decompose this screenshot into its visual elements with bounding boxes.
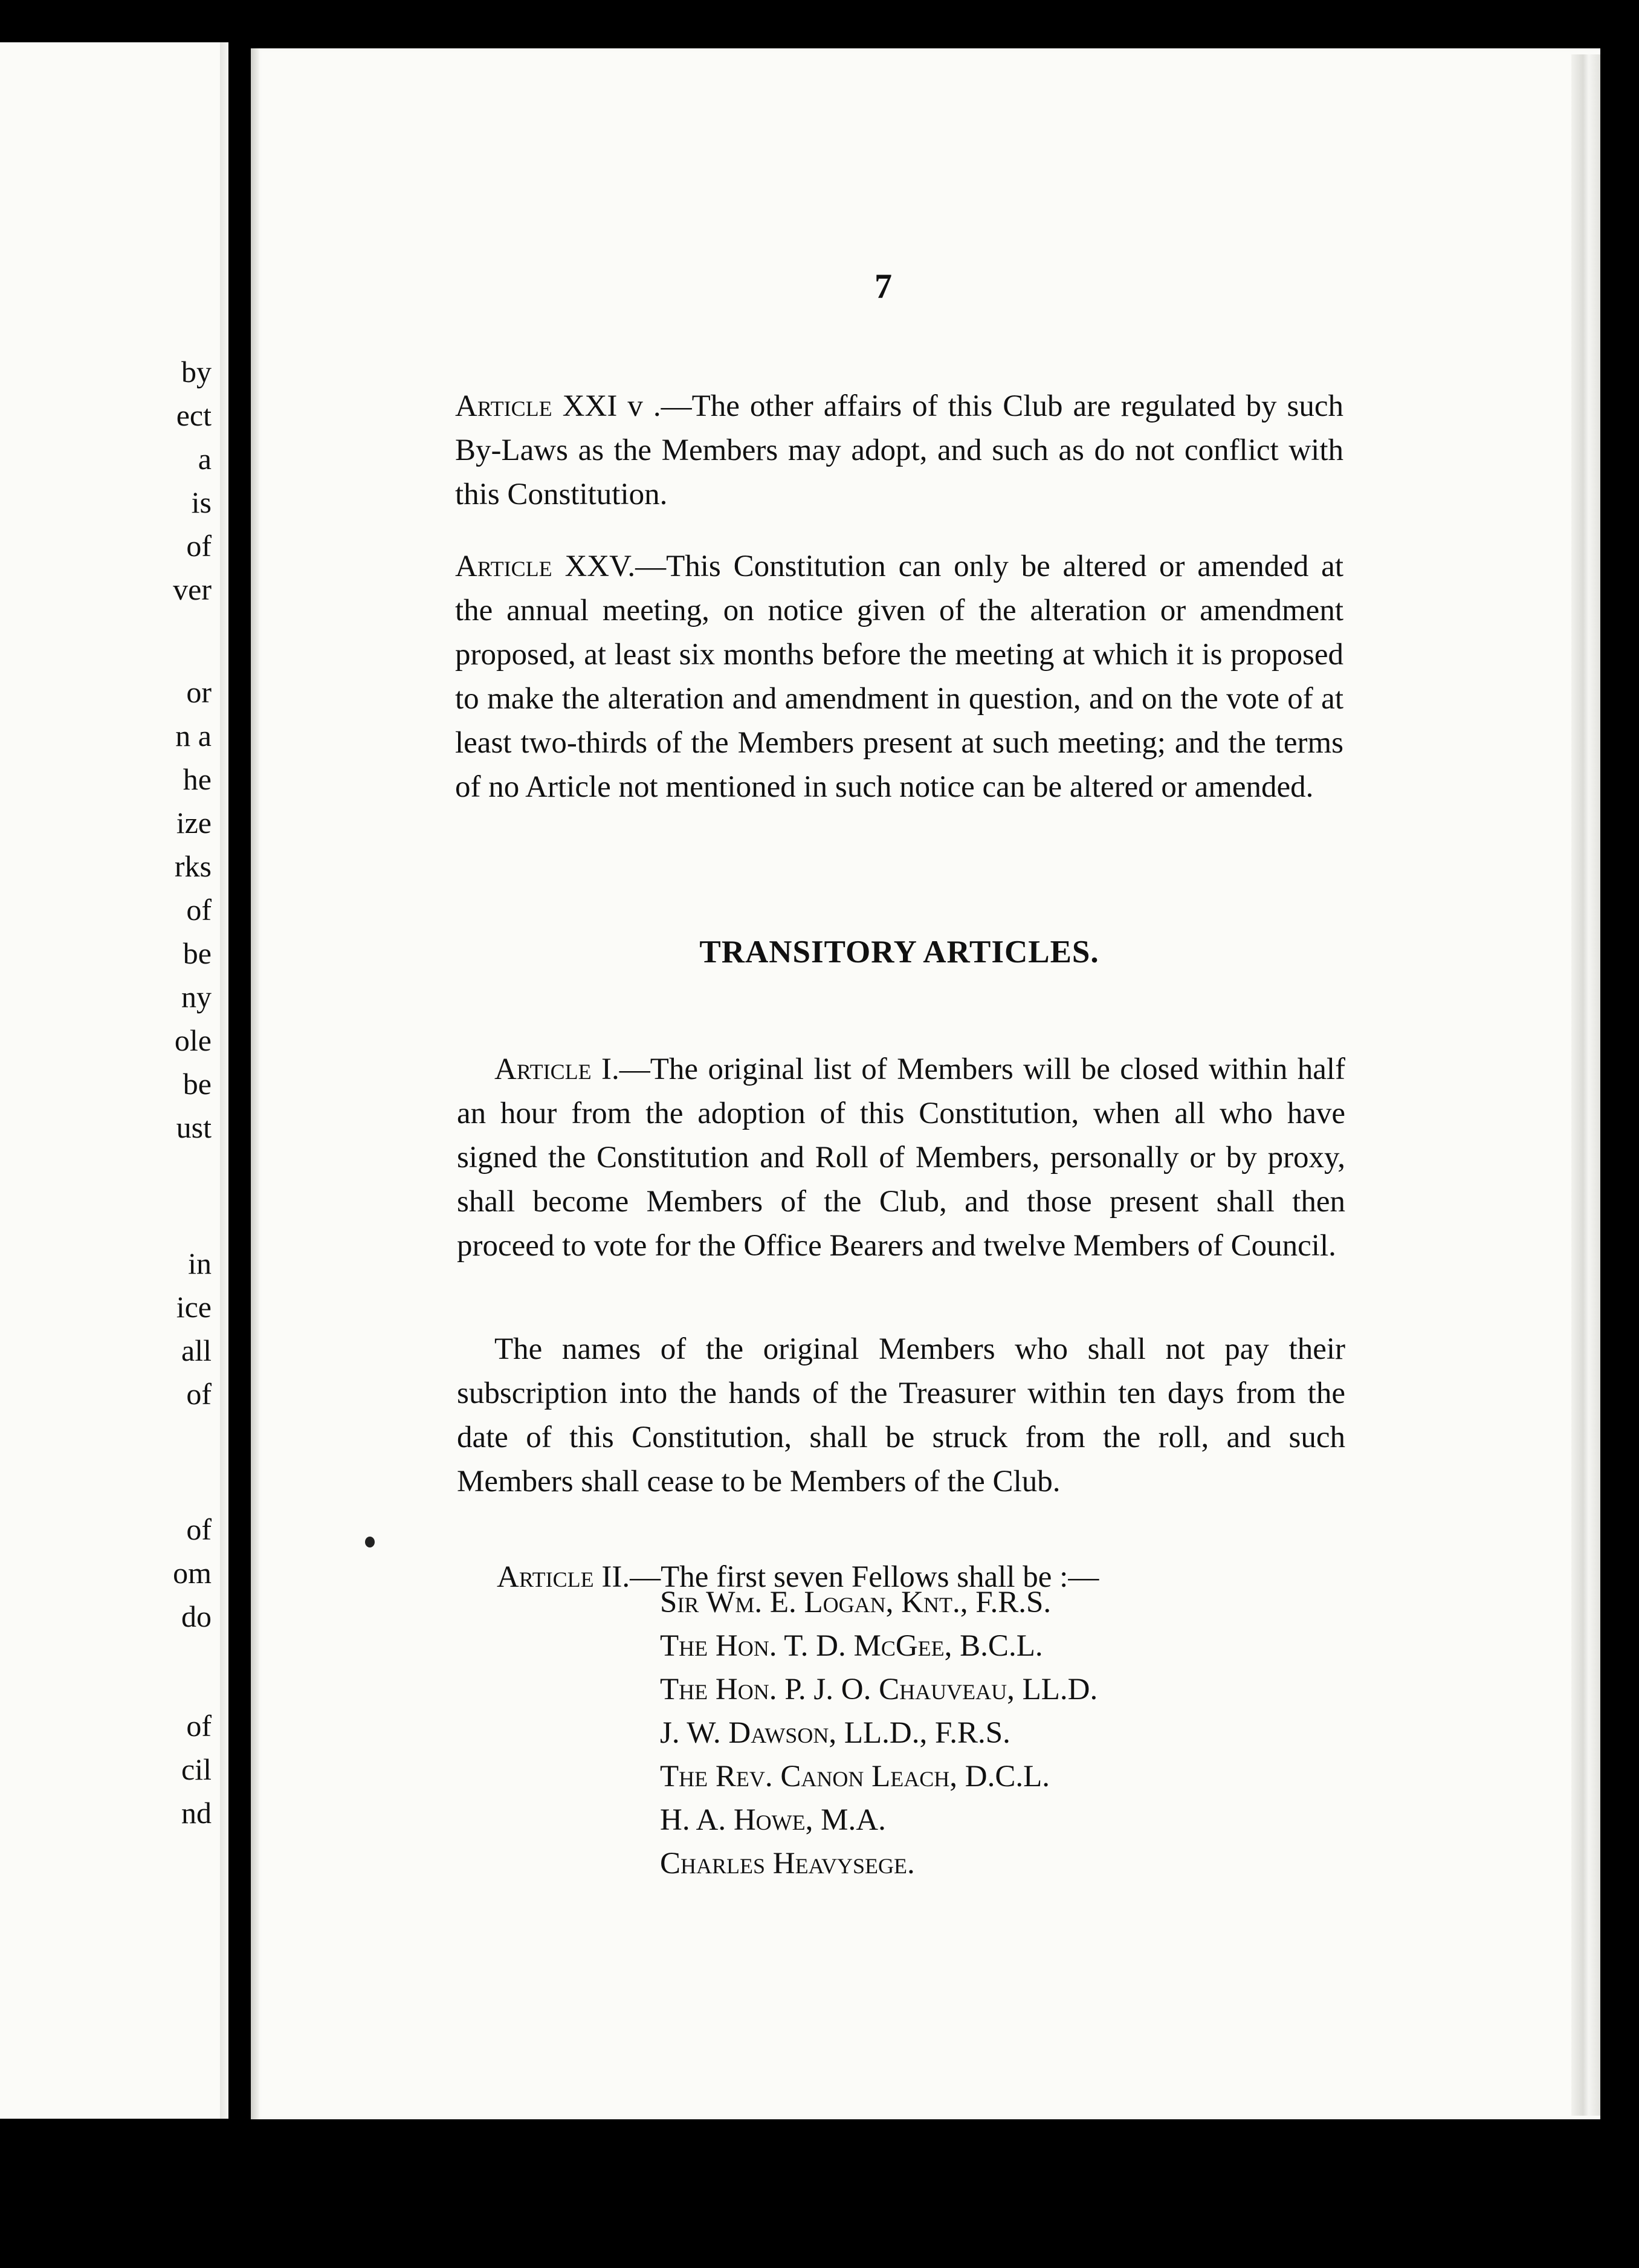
transitory-article-2-label: Article II.	[497, 1560, 630, 1594]
facing-page-fragment: or	[186, 675, 212, 709]
article-24-paragraph	[455, 384, 1343, 517]
facing-page-fragment: of	[186, 893, 212, 927]
facing-page-fragment: ole	[174, 1023, 212, 1057]
facing-page-fragment: ver	[173, 572, 212, 606]
facing-page-fragment: all	[181, 1333, 212, 1367]
fellow-name: J. W. Dawson, LL.D., F.R.S.	[660, 1716, 1010, 1750]
fellow-name: The Hon. T. D. McGee, B.C.L.	[660, 1629, 1043, 1663]
facing-page-fragment: of	[186, 1512, 212, 1546]
article-25-text: —This Constitution can only be altered or amended at the annual meeting, on notice given of the alteration or amendment proposed, at least six months before the meeting at which it is proposed to make the alteration and amendment in question, and on the vote of at least two-thirds of the Members present at such meeting; and the terms of no Article not mentioned in such notice can be altered or amended.	[455, 549, 1343, 804]
facing-page-fragment: ny	[181, 980, 212, 1014]
fellow-name: Sir Wm. E. Logan, Knt., F.R.S.	[660, 1586, 1052, 1619]
fellow-name: The Hon. P. J. O. Chauveau, LL.D.	[660, 1673, 1098, 1706]
fellow-name: The Rev. Canon Leach, D.C.L.	[660, 1760, 1050, 1793]
fellow-name: H. A. Howe, M.A.	[660, 1803, 886, 1837]
article-24-mark: v .	[627, 389, 661, 423]
facing-page-fragment: a	[198, 442, 212, 476]
facing-page-fragment: n a	[175, 719, 212, 753]
facing-page-fragment: by	[181, 355, 212, 389]
page-stack-edge	[1571, 54, 1600, 2116]
article-24-label: Article XXI	[455, 389, 628, 423]
facing-page-edge	[220, 42, 228, 2119]
facing-page-fragment: ice	[176, 1290, 212, 1324]
fellow-name: Charles Heavysege.	[660, 1847, 915, 1881]
page-number: 7	[874, 267, 892, 306]
article-25-label: Article XXV.	[455, 549, 636, 583]
facing-page-fragment: nd	[181, 1796, 212, 1830]
fellows-list	[660, 1581, 1098, 1885]
facing-page-fragment: of	[186, 529, 212, 563]
transitory-article-1-para2-text: The names of the original Members who shall not pay their subscription into the hands of the Treasurer within ten days from the date of this Constitution, shall be struck from the roll, and such Members shall cease to be Members of the Club.	[457, 1332, 1345, 1498]
article-25-paragraph	[455, 545, 1343, 809]
facing-page-fragment: in	[188, 1246, 212, 1280]
transitory-article-1-paragraph	[457, 1048, 1345, 1268]
facing-page-fragment: of	[186, 1377, 212, 1411]
facing-page-fragment: rks	[174, 849, 212, 883]
page-gutter-shadow	[251, 48, 259, 2119]
facing-page-fragment: cil	[181, 1752, 212, 1786]
ink-spot	[365, 1537, 375, 1547]
facing-page-fragment: he	[183, 762, 212, 796]
facing-page-fragment: om	[173, 1556, 212, 1590]
facing-page-fragment: do	[181, 1599, 212, 1633]
transitory-article-1-label: Article I.	[494, 1052, 619, 1086]
facing-page-fragment: is	[191, 485, 212, 519]
facing-page-fragment: ize	[176, 806, 212, 840]
facing-page-fragment: be	[183, 1067, 212, 1101]
article-24-text: —The other affairs of this Club are regulated by such By-Laws as the Members may adopt, and such as do not conflict with this Constitution.	[455, 389, 1344, 511]
facing-page-fragment: ust	[176, 1110, 212, 1144]
section-heading: TRANSITORY ARTICLES.	[699, 935, 1099, 970]
facing-page-fragment: be	[183, 936, 212, 970]
facing-page-fragment: of	[186, 1709, 212, 1743]
facing-page-fragment: ect	[176, 398, 212, 432]
facing-page	[0, 42, 228, 2119]
transitory-article-2-text: —The first seven Fellows shall be :—	[630, 1560, 1099, 1594]
transitory-article-1-paragraph-2	[457, 1327, 1345, 1504]
transitory-article-1-text: —The original list of Members will be closed within half an hour from the adoption of this Constitution, when all who have signed the Constitution and Roll of Members, personally or by proxy, shall become Members of the Club, and those present shall then proceed to vote for the Office Bearers and twelve Members of Council.	[457, 1052, 1345, 1263]
